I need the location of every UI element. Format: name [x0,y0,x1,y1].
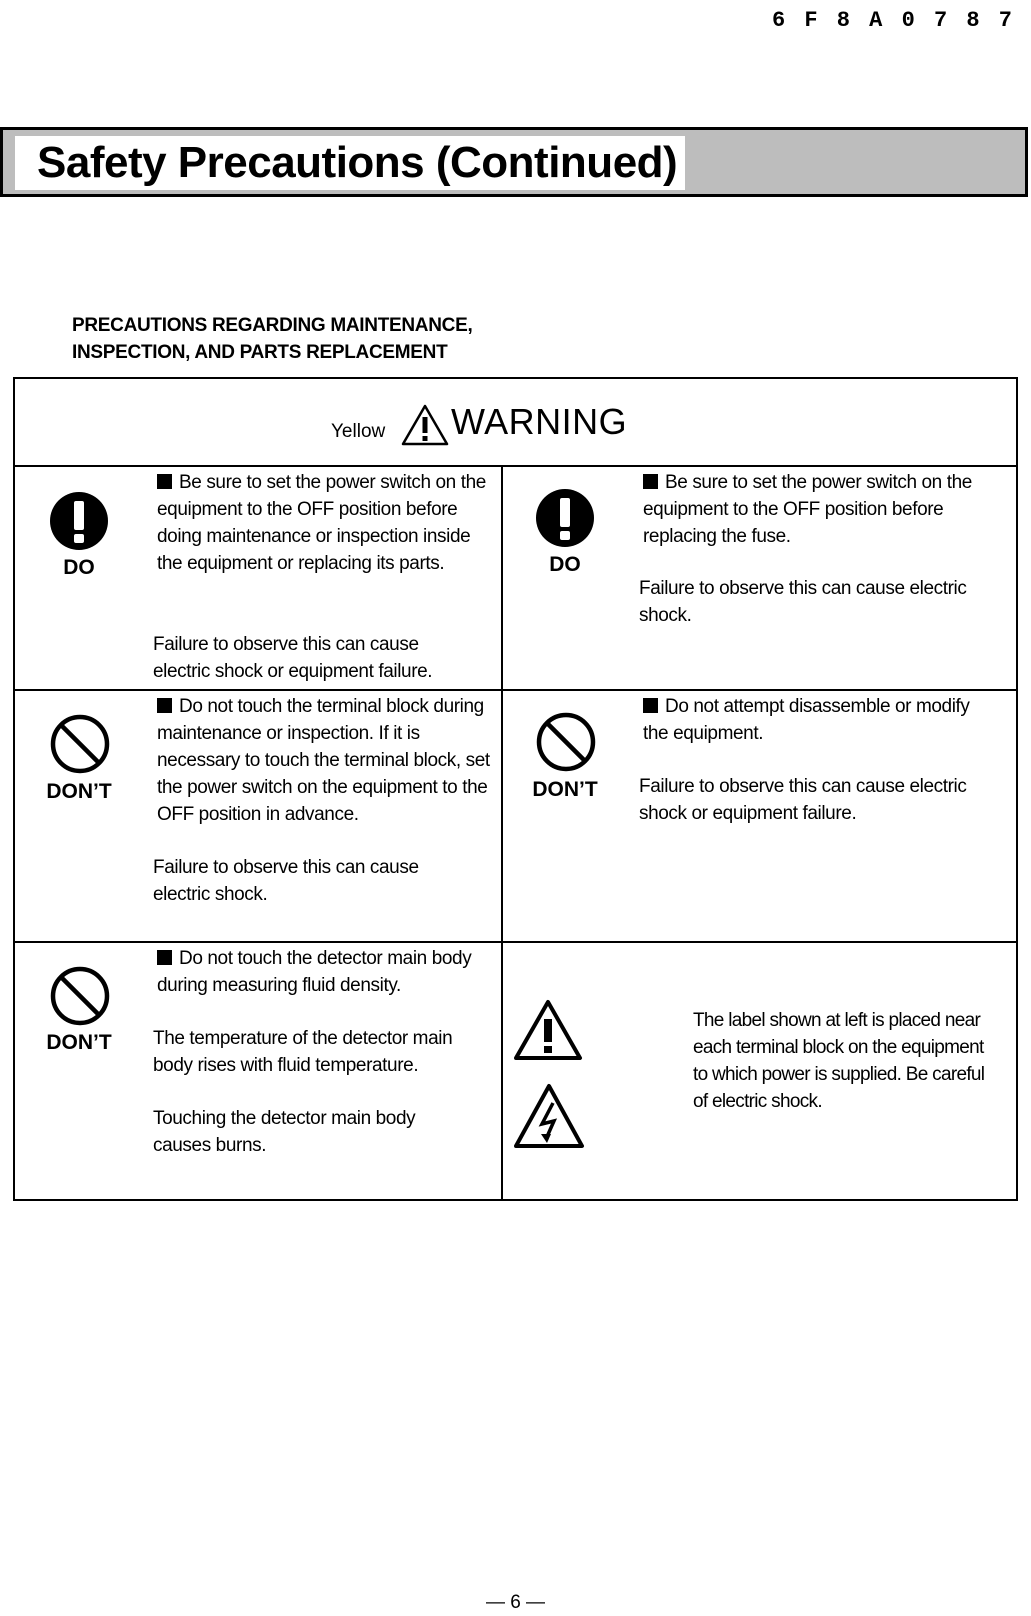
label-note-text: The label shown at left is placed near each terminal block on the equipment to which power is supplied. Be careful of electric shock. [693,1010,985,1112]
warning-color-note: Yellow [331,421,386,442]
consequence-text: Failure to observe this can cause electric shock or equipment failure. [639,776,967,824]
mandatory-icon [535,488,595,548]
consequence-text-2: Touching the detector main body causes burns. [153,1108,416,1156]
instruction-text: Do not touch the detector main body during measuring fluid density. [157,948,472,996]
section-heading-line1: PRECAUTIONS REGARDING MAINTENANCE, [72,315,473,336]
section-heading-line2: INSPECTION, AND PARTS REPLACEMENT [72,342,448,363]
dont-label: DON’T [46,1031,112,1054]
bullet-square-icon [157,698,172,713]
consequence-text: The temperature of the detector main body rises with fluid temperature. [153,1028,453,1076]
mandatory-icon [49,491,109,551]
warning-word: WARNING [451,401,628,442]
bullet-square-icon [643,698,658,713]
label-note-cell [503,943,1018,1201]
precaution-cell [503,467,1018,689]
instruction-text: Do not touch the terminal block during maintenance or inspection. If it is necessary to touch the terminal block, set the power switch on the equipment to the OFF position in advance. [157,696,490,825]
prohibition-icon [49,965,111,1027]
warning-triangle-icon [401,403,449,447]
bullet-square-icon [157,474,172,489]
precaution-cell [15,691,501,941]
bullet-square-icon [157,950,172,965]
do-label: DO [549,553,581,576]
precaution-cell [15,467,501,689]
consequence-text: Failure to observe this can cause electric shock or equipment failure. [153,634,433,682]
prohibition-icon [535,711,597,773]
precaution-cell [503,691,1018,941]
title-banner [0,127,1028,197]
consequence-text: Failure to observe this can cause electric shock. [639,578,967,626]
instruction-text: Be sure to set the power switch on the equipment to the OFF position before doing maintenance or inspection inside the equipment or replacing its parts. [157,472,486,574]
instruction-text: Do not attempt disassemble or modify the equipment. [643,696,970,744]
page-number: — 6 — [485,1592,546,1613]
bullet-square-icon [643,474,658,489]
prohibition-icon [49,713,111,775]
warning-header [15,379,1016,467]
do-label: DO [63,556,95,579]
precautions-panel [13,377,1018,1201]
dont-label: DON’T [46,780,112,803]
section-heading [72,312,472,366]
caution-triangle-icon [513,999,583,1061]
document-id: 6 F 8 A 0 7 8 7 [771,8,1015,33]
dont-label: DON’T [532,778,598,801]
consequence-text: Failure to observe this can cause electric shock. [153,857,419,905]
page-title: Safety Precautions (Continued) [15,136,685,190]
precaution-cell [15,943,501,1201]
instruction-text: Be sure to set the power switch on the equipment to the OFF position before replacing the fuse. [643,472,972,547]
electric-shock-icon [513,1083,585,1149]
